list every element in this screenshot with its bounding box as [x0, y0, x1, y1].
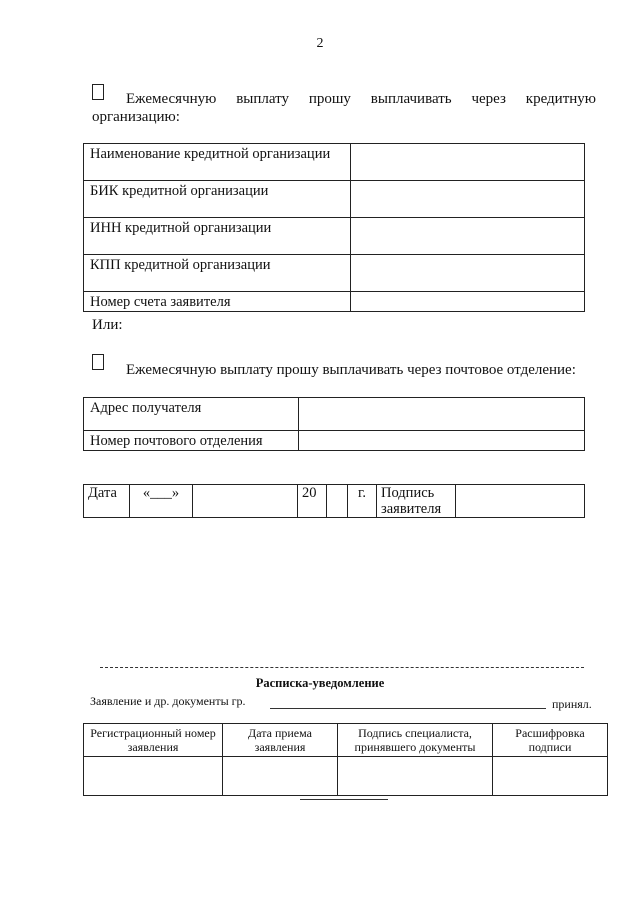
- receipt-table: [83, 723, 608, 796]
- table-row: [84, 181, 585, 218]
- year-field[interactable]: [327, 485, 348, 518]
- date-signature-table: [83, 484, 585, 518]
- account-label: Номер счета заявителя: [84, 292, 351, 312]
- bank-name-field[interactable]: [351, 144, 585, 181]
- table-row: [84, 485, 585, 518]
- reg-number-header: Регистрационный номер заявления: [84, 724, 223, 757]
- applicant-name-field[interactable]: [270, 708, 546, 709]
- month-field[interactable]: [193, 485, 298, 518]
- post-option-checkbox[interactable]: [92, 354, 104, 370]
- bank-option-line2: организацию:: [92, 109, 180, 125]
- table-row: [84, 255, 585, 292]
- reg-number-field[interactable]: [84, 757, 223, 796]
- word: кредитную: [525, 91, 596, 107]
- post-office-label: Номер почтового отделения: [84, 431, 299, 451]
- receipt-title: Расписка-уведомление: [255, 676, 385, 690]
- or-label: Или:: [92, 317, 123, 333]
- recipient-address-field[interactable]: [299, 398, 585, 431]
- table-row: [84, 144, 585, 181]
- word: прошу: [308, 91, 351, 107]
- account-field[interactable]: [351, 292, 585, 312]
- word: выплачивать: [370, 91, 452, 107]
- bik-label: БИК кредитной организации: [84, 181, 351, 218]
- kpp-label: КПП кредитной организации: [84, 255, 351, 292]
- signature-transcript-field[interactable]: [493, 757, 608, 796]
- word: через: [471, 91, 506, 107]
- receipt-date-field[interactable]: [223, 757, 338, 796]
- recipient-address-label: Адрес получателя: [84, 398, 299, 431]
- post-details-table: [83, 397, 585, 451]
- day-field[interactable]: «___»: [130, 485, 193, 518]
- inn-field[interactable]: [351, 218, 585, 255]
- table-row: [84, 398, 585, 431]
- signature-transcript-header: Расшифровка подписи: [493, 724, 608, 757]
- footer-rule: [300, 799, 388, 800]
- bank-option-checkbox[interactable]: [92, 84, 104, 100]
- specialist-signature-field[interactable]: [338, 757, 493, 796]
- signature-field[interactable]: [456, 485, 585, 518]
- table-row: [84, 724, 608, 757]
- kpp-field[interactable]: [351, 255, 585, 292]
- post-option-text: Ежемесячную выплату прошу выплачивать через почтовое отделение:: [126, 362, 576, 378]
- post-office-field[interactable]: [299, 431, 585, 451]
- bank-name-label: Наименование кредитной организации: [84, 144, 351, 181]
- receipt-date-header: Дата приема заявления: [223, 724, 338, 757]
- bik-field[interactable]: [351, 181, 585, 218]
- table-row: [84, 757, 608, 796]
- word: Ежемесячную: [126, 91, 217, 107]
- table-row: [84, 431, 585, 451]
- signature-label: Подпись заявителя: [377, 485, 456, 518]
- date-label: Дата: [84, 485, 130, 518]
- inn-label: ИНН кредитной организации: [84, 218, 351, 255]
- bank-option-line1: [126, 90, 596, 109]
- table-row: [84, 218, 585, 255]
- year-suffix: г.: [348, 485, 377, 518]
- receipt-statement-prefix: Заявление и др. документы гр.: [90, 694, 246, 708]
- table-row: [84, 292, 585, 312]
- specialist-signature-header: Подпись специалиста, принявшего документы: [338, 724, 493, 757]
- page-number: 2: [316, 36, 324, 51]
- word: выплату: [236, 91, 290, 107]
- year-prefix: 20: [298, 485, 327, 518]
- tear-off-line: [100, 667, 584, 668]
- receipt-statement-suffix: принял.: [552, 697, 592, 711]
- bank-details-table: [83, 143, 585, 312]
